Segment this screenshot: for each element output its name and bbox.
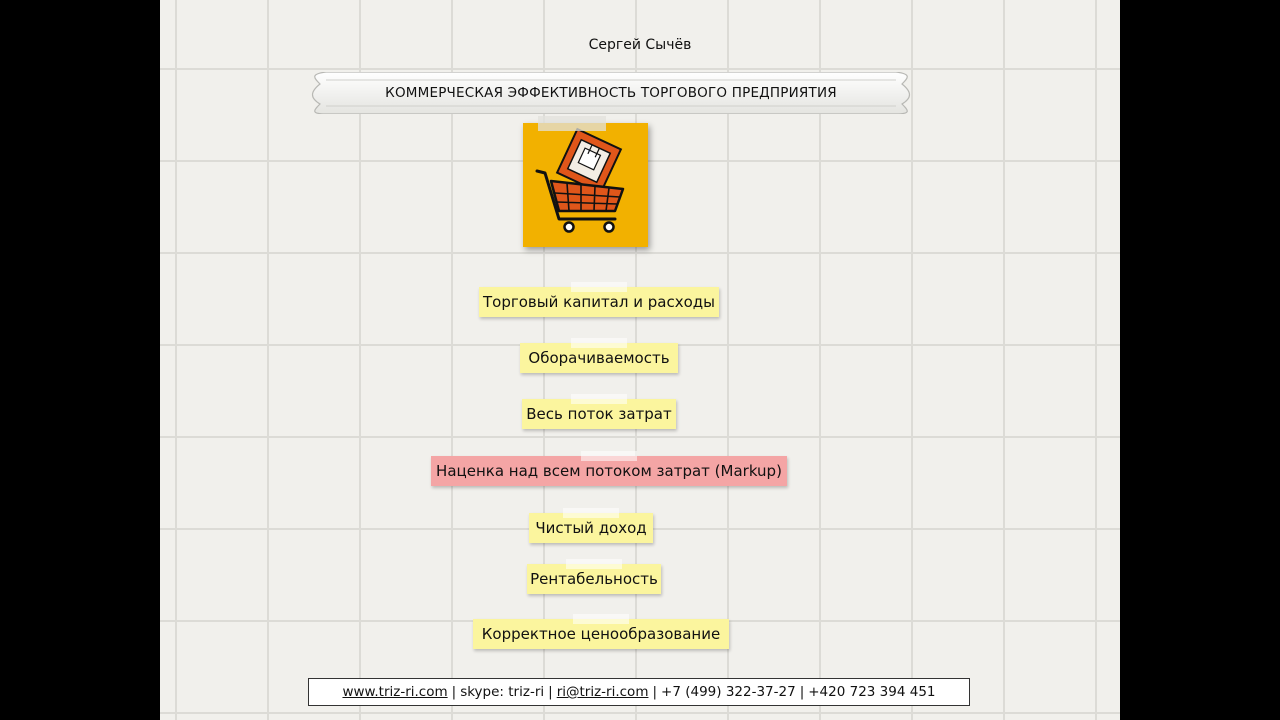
contact-footer	[308, 678, 970, 706]
sticky-note-turnover	[520, 343, 678, 373]
note-label: Чистый доход	[535, 519, 647, 537]
slide	[160, 0, 1120, 720]
note-label: Корректное ценообразование	[481, 625, 721, 643]
sticky-note-trade-capital	[479, 287, 719, 317]
note-label: Рентабельность	[530, 570, 658, 588]
phone-russia: +7 (499) 322-37-27	[661, 684, 796, 700]
sticky-note-profitability	[527, 564, 661, 594]
website-link[interactable]: www.triz-ri.com	[342, 684, 448, 700]
sticky-note-cost-flow	[522, 399, 676, 429]
note-label: Торговый капитал и расходы	[483, 293, 715, 311]
tape-strip	[573, 614, 629, 624]
phone-czech: +420 723 394 451	[808, 684, 936, 700]
sticky-note-net-income	[529, 513, 653, 543]
cart-tile	[523, 123, 648, 247]
separator: |	[799, 684, 805, 700]
tape-strip	[571, 394, 627, 404]
tape-strip	[538, 116, 606, 131]
tape-strip	[566, 559, 622, 569]
shopping-cart-icon	[523, 123, 648, 247]
tape-strip	[563, 508, 619, 518]
note-label: Наценка над всем потоком затрат (Markup)	[436, 462, 782, 480]
separator: |	[451, 684, 457, 700]
tape-strip	[581, 451, 637, 461]
title-banner	[306, 72, 916, 114]
separator: |	[548, 684, 553, 700]
page-title: КОММЕРЧЕСКАЯ ЭФФЕКТИВНОСТЬ ТОРГОВОГО ПРЕДПРИЯТИЯ	[385, 85, 837, 101]
sticky-note-correct-pricing	[473, 619, 729, 649]
tape-strip	[571, 338, 627, 348]
email-link[interactable]: ri@triz-ri.com	[556, 684, 649, 700]
author-name: Сергей Сычёв	[588, 37, 692, 53]
sticky-note-markup	[431, 456, 787, 486]
tape-strip	[571, 282, 627, 292]
note-label: Оборачиваемость	[528, 349, 670, 367]
separator: |	[652, 684, 658, 700]
note-label: Весь поток затрат	[526, 405, 672, 423]
skype-contact: skype: triz-ri	[460, 684, 545, 700]
